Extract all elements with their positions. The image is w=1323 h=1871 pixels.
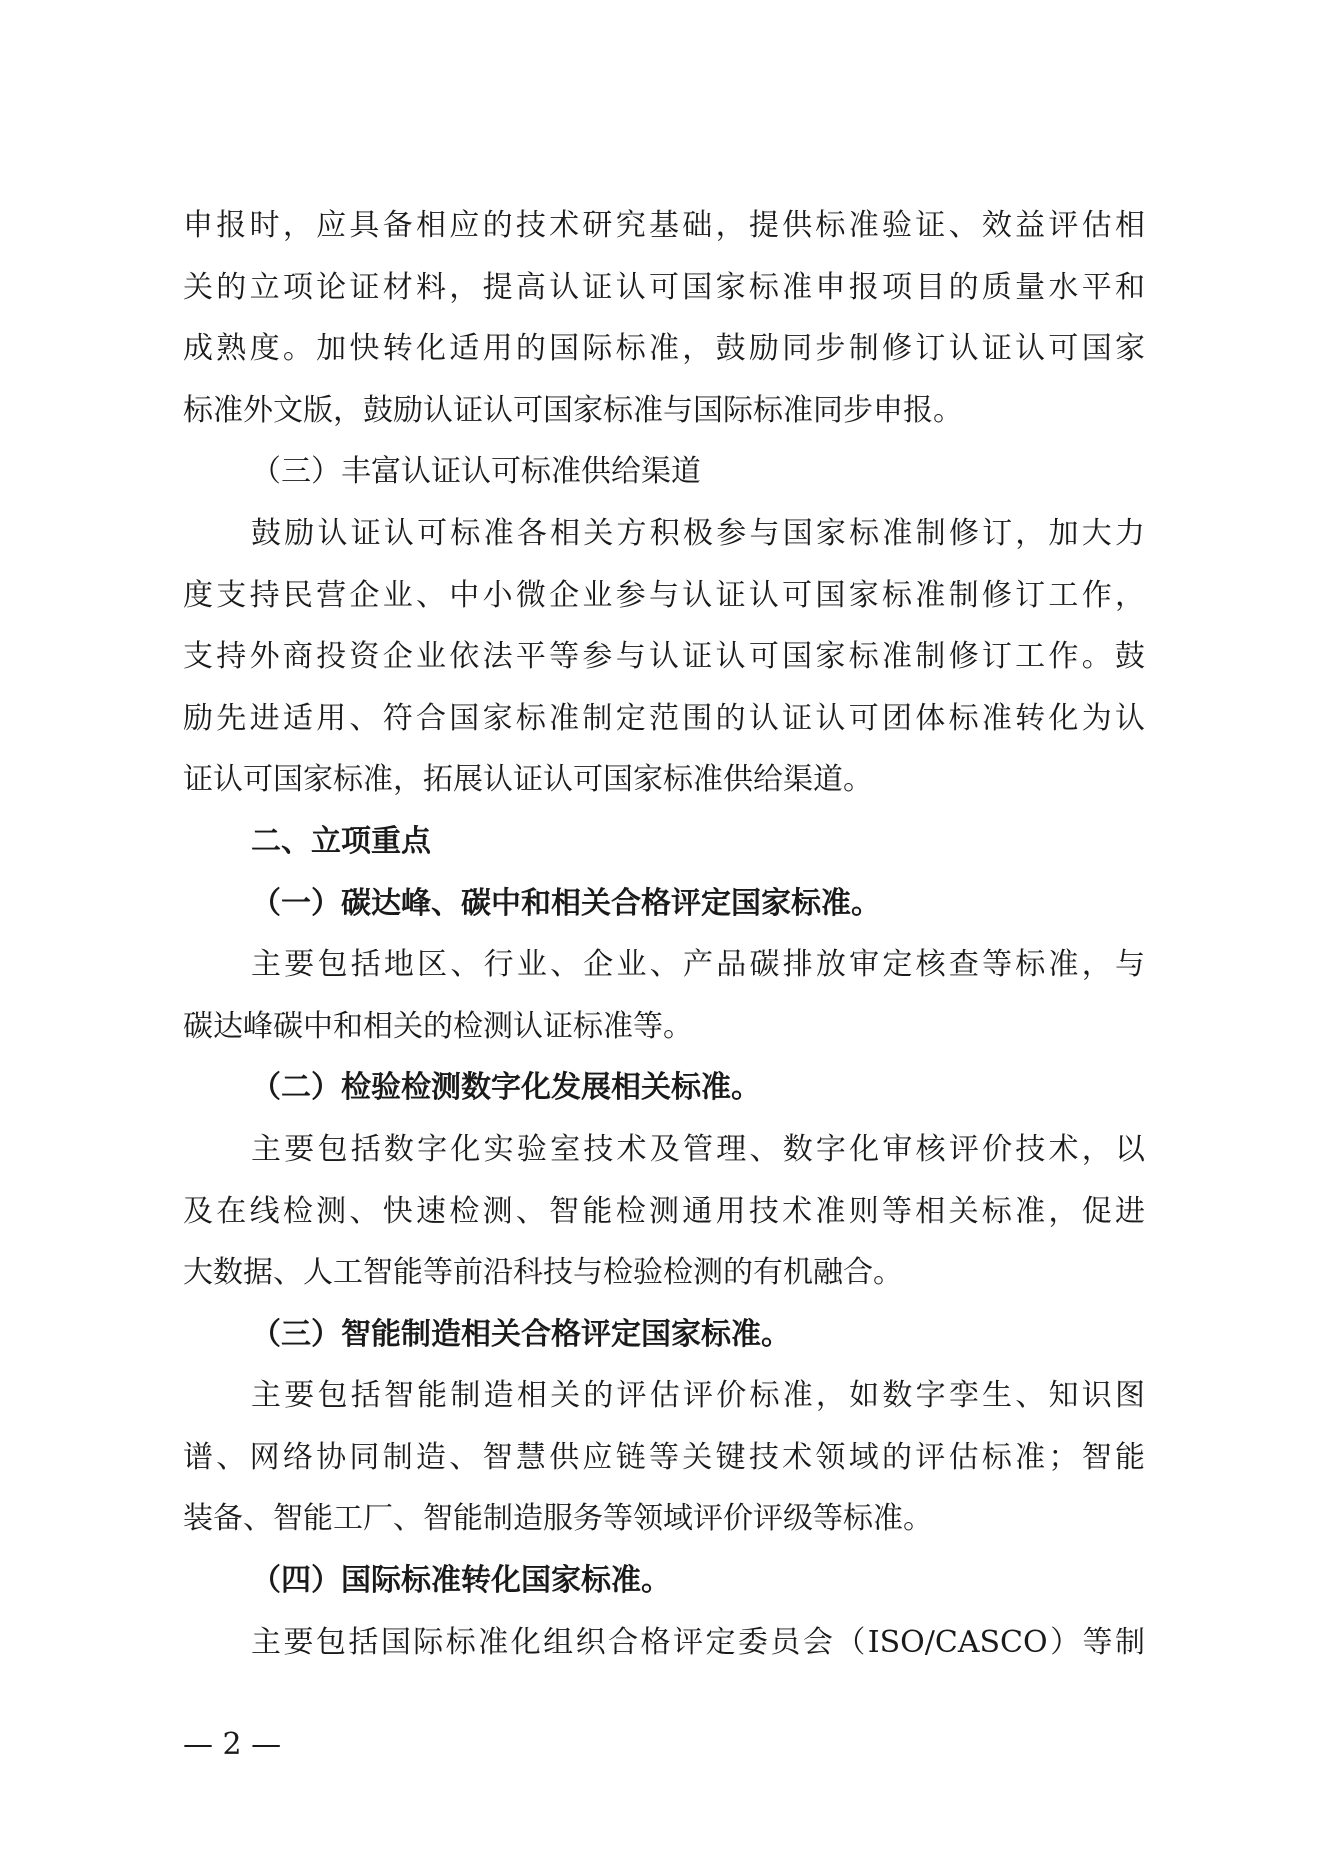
paragraph-line: 大数据、人工智能等前沿科技与检验检测的有机融合。 (183, 1255, 903, 1291)
paragraph-line: 主要包括数字化实验室技术及管理、数字化审核评价技术，以 (251, 1131, 1145, 1167)
document-body (183, 195, 1145, 1673)
paragraph-line: 鼓励认证认可标准各相关方积极参与国家标准制修订，加大力 (251, 515, 1145, 551)
paragraph-line: 申报时，应具备相应的技术研究基础，提供标准验证、效益评估相 (183, 208, 1145, 243)
page-number: — 2 — (183, 1727, 282, 1762)
paragraph-line: 装备、智能工厂、智能制造服务等领域评价评级等标准。 (183, 1501, 933, 1537)
paragraph-line: 度支持民营企业、中小微企业参与认证认可国家标准制修订工作， (183, 577, 1145, 613)
paragraph-line: 主要包括国际标准化组织合格评定委员会（ISO/CASCO）等制 (251, 1624, 1145, 1660)
paragraph-line: 标准外文版，鼓励认证认可国家标准与国际标准同步申报。 (183, 392, 963, 428)
subsection-heading: （二）检验检测数字化发展相关标准。 (251, 1070, 761, 1106)
section-heading: 二、立项重点 (251, 823, 431, 859)
subsection-heading: （一）碳达峰、碳中和相关合格评定国家标准。 (251, 885, 881, 921)
paragraph-line: 谱、网络协同制造、智慧供应链等关键技术领域的评估标准；智能 (183, 1439, 1145, 1475)
paragraph-line: 证认可国家标准，拓展认证认可国家标准供给渠道。 (183, 762, 873, 798)
paragraph-line: 支持外商投资企业依法平等参与认证认可国家标准制修订工作。鼓 (183, 639, 1145, 675)
subsection-heading: （四）国际标准转化国家标准。 (251, 1563, 671, 1599)
paragraph-line: 及在线检测、快速检测、智能检测通用技术准则等相关标准，促进 (183, 1193, 1145, 1229)
paragraph-line: 碳达峰碳中和相关的检测认证标准等。 (183, 1008, 693, 1044)
paragraph-line: 成熟度。加快转化适用的国际标准，鼓励同步制修订认证认可国家 (183, 331, 1145, 367)
paragraph-line: 主要包括地区、行业、企业、产品碳排放审定核查等标准，与 (251, 947, 1145, 983)
paragraph-line: 励先进适用、符合国家标准制定范围的认证认可团体标准转化为认 (183, 700, 1145, 736)
paragraph-line: 主要包括智能制造相关的评估评价标准，如数字孪生、知识图 (251, 1378, 1145, 1414)
paragraph-line: 关的立项论证材料，提高认证认可国家标准申报项目的质量水平和 (183, 269, 1145, 305)
subsection-heading: （三）丰富认证认可标准供给渠道 (251, 454, 701, 490)
subsection-heading: （三）智能制造相关合格评定国家标准。 (251, 1316, 791, 1352)
